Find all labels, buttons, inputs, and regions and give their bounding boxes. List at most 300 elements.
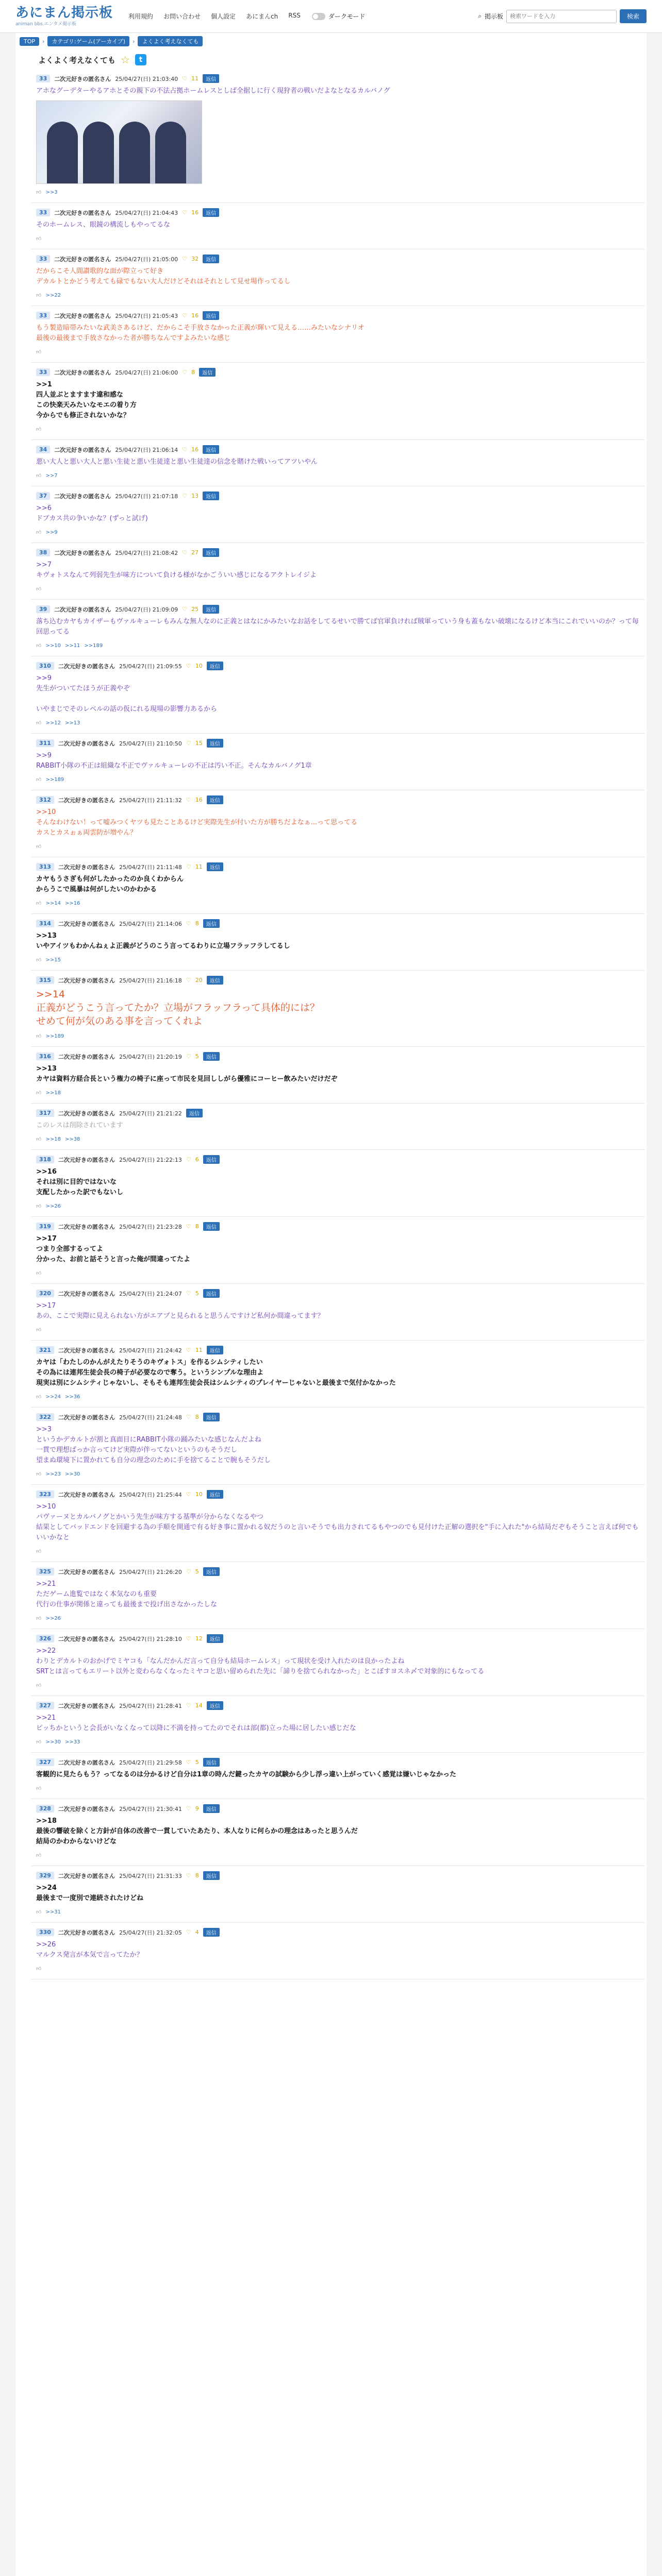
post-meta <box>31 1222 644 1231</box>
post-footer <box>31 1270 644 1276</box>
poster-name: 二次元好きの匿名さん <box>58 1414 115 1421</box>
poster-name: 二次元好きの匿名さん <box>58 1053 115 1060</box>
reply-anchor-link[interactable]: >>16 <box>64 900 80 906</box>
reply-button[interactable]: 返信 <box>203 605 219 614</box>
reply-anchor-link[interactable]: >>7 <box>45 472 58 479</box>
poster-name: 二次元好きの匿名さん <box>58 863 115 871</box>
post-image[interactable] <box>36 100 202 184</box>
post-number[interactable]: 38 <box>36 549 50 556</box>
reply-button[interactable]: 返信 <box>203 492 219 500</box>
nav-terms[interactable]: 利用規約 <box>128 13 154 20</box>
thumbs-up-icon[interactable]: 👍︎ <box>36 1739 42 1745</box>
post-date: 25/04/27(日) 21:26:20 <box>119 1568 182 1575</box>
heart-icon[interactable]: ♡ <box>186 663 191 669</box>
reply-anchor-link[interactable]: >>18 <box>45 1090 61 1096</box>
reply-button[interactable]: 返信 <box>203 1871 220 1880</box>
like-count: 32 <box>191 256 199 262</box>
breadcrumb-separator: › <box>42 38 45 45</box>
post-number[interactable]: 33 <box>36 255 50 263</box>
post-meta <box>31 74 644 83</box>
post-body: このレスは削除されています <box>36 1122 123 1129</box>
post-meta <box>31 368 644 377</box>
like-count: 16 <box>191 312 199 319</box>
reply-anchor-link[interactable]: >>36 <box>64 1394 80 1400</box>
main-content <box>15 33 647 2576</box>
post-date: 25/04/27(日) 21:11:32 <box>119 796 182 804</box>
search-scope[interactable]: 掲示板 <box>484 13 503 20</box>
poster-name: 二次元好きの匿名さん <box>58 1702 115 1709</box>
post-number[interactable]: 34 <box>36 446 50 453</box>
post <box>31 1150 644 1217</box>
reply-button[interactable]: 返信 <box>203 255 219 263</box>
reply-button[interactable]: 返信 <box>207 976 223 985</box>
post-number[interactable]: 320 <box>36 1290 54 1297</box>
like-count: 6 <box>195 1156 199 1163</box>
favorite-star-icon[interactable]: ☆ <box>121 54 130 66</box>
post <box>31 656 644 734</box>
post <box>31 306 644 363</box>
thumbs-up-icon[interactable]: 👍︎ <box>36 1394 42 1400</box>
heart-icon[interactable]: ♡ <box>186 1759 191 1766</box>
post-footer <box>31 292 644 298</box>
post-date: 25/04/27(日) 21:05:00 <box>115 256 178 263</box>
reply-anchor-link[interactable]: >>31 <box>45 1909 61 1915</box>
like-count: 13 <box>191 493 199 499</box>
reply-anchor-link[interactable]: >>38 <box>64 1136 80 1142</box>
heart-icon[interactable]: ♡ <box>182 256 188 262</box>
thumbs-up-icon[interactable]: 👍︎ <box>36 777 42 783</box>
heart-icon[interactable]: ♡ <box>186 1156 191 1163</box>
reply-anchor-link[interactable]: >>14 <box>45 900 61 906</box>
poster-name: 二次元好きの匿名さん <box>54 369 111 376</box>
image-figure <box>83 122 114 183</box>
heart-icon[interactable]: ♡ <box>186 1414 191 1420</box>
thumbs-up-icon[interactable]: 👍︎ <box>36 190 42 195</box>
thumbs-up-icon[interactable]: 👍︎ <box>36 901 42 906</box>
reply-anchor-link[interactable]: >>13 <box>64 720 80 726</box>
post-number[interactable]: 33 <box>36 209 50 216</box>
heart-icon[interactable]: ♡ <box>182 446 188 453</box>
breadcrumb-thread[interactable]: よくよく考えなくても <box>138 36 203 46</box>
twitter-share-icon[interactable]: t <box>135 54 146 65</box>
post-footer <box>31 1852 644 1858</box>
image-figure <box>155 122 186 183</box>
post-meta <box>31 795 644 804</box>
heart-icon[interactable]: ♡ <box>186 1053 191 1060</box>
post <box>31 1408 644 1485</box>
thumbs-up-icon[interactable]: 👍︎ <box>36 844 42 850</box>
post-meta <box>31 445 644 454</box>
post-meta <box>31 1758 644 1767</box>
post <box>31 1799 644 1866</box>
post-body: だからこそ人間讃歌的な面が際立って好き デカルトとかどう考えても碌でもない大人だけどそれはそれとして見せ場作ってるし <box>36 267 291 285</box>
reply-button[interactable]: 返信 <box>203 1758 220 1767</box>
reply-anchor-link[interactable]: >>18 <box>45 1136 61 1142</box>
like-count: 8 <box>191 369 195 376</box>
thumbs-up-icon[interactable]: 👍︎ <box>36 1090 42 1096</box>
nav-contact[interactable]: お問い合わせ <box>163 13 201 20</box>
post-number[interactable]: 328 <box>36 1805 54 1812</box>
reply-button[interactable]: 返信 <box>203 74 219 83</box>
post-footer <box>31 1682 644 1688</box>
post-meta <box>31 1701 644 1710</box>
like-count: 4 <box>195 1929 199 1936</box>
poster-name: 二次元好きの匿名さん <box>58 740 115 747</box>
reply-button[interactable]: 返信 <box>203 1155 220 1164</box>
thumbs-up-icon[interactable]: 👍︎ <box>36 1616 42 1621</box>
post-body: >>21 ただゲーム進覧ではなく本気なのも重要 代行の仕事が関係と違っても最後まで投げ出さなかったしな <box>36 1580 218 1608</box>
like-count: 8 <box>195 1872 199 1879</box>
reply-button[interactable]: 返信 <box>203 1567 220 1576</box>
search-area <box>478 9 647 23</box>
post <box>31 1696 644 1753</box>
poster-name: 二次元好きの匿名さん <box>58 1872 115 1879</box>
post-body: >>21 ピッちかというと会長がいなくなって以降に不満を持ってたのでそれは部(都)立った場に居したい感じだな <box>36 1714 356 1732</box>
heart-icon[interactable]: ♡ <box>186 1929 191 1936</box>
post-date: 25/04/27(日) 21:24:42 <box>119 1347 182 1354</box>
breadcrumb-category[interactable]: カテゴリ:ゲーム(アーカイブ) <box>47 36 129 46</box>
reply-anchor-link[interactable]: >>189 <box>45 1033 64 1039</box>
post-body: カヤは「わたしのかんがえたりそうのキヴォトス」を作るシムシティしたい その為には連邦生徒会長の椅子が必要なので奪う。というシンプルな理由よ 現実は別にシムシティじゃないし、そもそも連邦生徒会長はシムシティのプレイヤーじゃないと最後まで気付かなかった <box>36 1359 396 1387</box>
thumbs-up-icon[interactable]: 👍︎ <box>36 1137 42 1142</box>
poster-name: 二次元好きの匿名さん <box>54 209 111 216</box>
post-date: 25/04/27(日) 21:25:44 <box>119 1491 182 1498</box>
like-count: 8 <box>195 920 199 927</box>
heart-icon[interactable]: ♡ <box>182 209 188 216</box>
post-body: >>17 あの、ここで実際に見えられない方がエアプと見られると思うんですけど私何か間違ってます？ <box>36 1302 324 1320</box>
heart-icon[interactable]: ♡ <box>186 740 191 747</box>
post <box>31 790 644 857</box>
post-number[interactable]: 319 <box>36 1223 54 1230</box>
post-date: 25/04/27(日) 21:24:07 <box>119 1290 182 1297</box>
dark-mode-toggle[interactable] <box>312 12 366 21</box>
thumbs-up-icon[interactable]: 👍︎ <box>36 530 42 535</box>
heart-icon[interactable]: ♡ <box>182 549 188 556</box>
like-count: 16 <box>191 446 199 453</box>
post-footer <box>31 776 644 783</box>
reply-button[interactable]: 返信 <box>203 1052 220 1061</box>
post-date: 25/04/27(日) 21:30:41 <box>119 1805 182 1812</box>
reply-button[interactable]: 返信 <box>207 1490 223 1499</box>
post <box>31 857 644 914</box>
thumbs-up-icon[interactable]: 👍︎ <box>36 349 42 355</box>
post-date: 25/04/27(日) 21:32:05 <box>119 1929 182 1936</box>
poster-name: 二次元好きの匿名さん <box>58 1568 115 1575</box>
post-date: 25/04/27(日) 21:04:43 <box>115 209 178 216</box>
reply-anchor-link[interactable]: >>3 <box>45 189 58 195</box>
heart-icon[interactable]: ♡ <box>186 1872 191 1879</box>
post-date: 25/04/27(日) 21:22:13 <box>119 1156 182 1163</box>
post-date: 25/04/27(日) 21:16:18 <box>119 977 182 984</box>
post-number[interactable]: 322 <box>36 1413 54 1421</box>
thumbs-up-icon[interactable]: 👍︎ <box>36 1033 42 1039</box>
post-body: >>16 それは別に目的ではないな 支配したかった訳でもないし <box>36 1168 124 1196</box>
post-body: 落ち込むカヤもカイザーもヴァルキューレもみんな無人なのに正義とはなにかみたいなお話をしてるせいで勝てば官軍負ければ賊軍っていう身も蓋もない破壊になるけど本当にこれでいいのか？って毎回思ってる <box>36 618 639 636</box>
thumbs-up-icon[interactable]: 👍︎ <box>36 427 42 432</box>
reply-button[interactable]: 返信 <box>203 1289 220 1298</box>
nav-settings[interactable]: 個人設定 <box>211 13 236 20</box>
post-number[interactable]: 329 <box>36 1872 54 1879</box>
post-meta <box>31 1928 644 1937</box>
post-number[interactable]: 310 <box>36 662 54 670</box>
like-count: 10 <box>195 1491 203 1498</box>
like-count: 8 <box>195 1414 199 1420</box>
post-date: 25/04/27(日) 21:07:18 <box>115 493 178 500</box>
post-number[interactable]: 315 <box>36 976 54 984</box>
post-meta <box>31 1804 644 1813</box>
search-button[interactable]: 検索 <box>620 9 647 23</box>
reply-anchor-link[interactable]: >>22 <box>45 292 61 298</box>
post-number[interactable]: 316 <box>36 1053 54 1060</box>
heart-icon[interactable]: ♡ <box>182 369 188 376</box>
thumbs-up-icon[interactable]: 👍︎ <box>36 293 42 298</box>
post-meta <box>31 976 644 985</box>
post <box>31 914 644 971</box>
site-name: あにまん掲示板 <box>15 5 113 21</box>
heart-icon[interactable]: ♡ <box>186 1290 191 1297</box>
toggle-switch[interactable] <box>312 13 325 20</box>
like-count: 15 <box>195 740 203 747</box>
poster-name: 二次元好きの匿名さん <box>58 1491 115 1498</box>
post-number[interactable]: 311 <box>36 739 54 747</box>
heart-icon[interactable]: ♡ <box>182 606 188 613</box>
reply-button[interactable]: 返信 <box>207 1634 223 1643</box>
poster-name: 二次元好きの匿名さん <box>58 1759 115 1766</box>
like-count: 25 <box>191 606 199 613</box>
post-footer <box>31 1548 644 1554</box>
reply-anchor-link[interactable]: >>11 <box>64 642 80 649</box>
post-meta <box>31 1346 644 1354</box>
heart-icon[interactable]: ♡ <box>186 1568 191 1575</box>
reply-button[interactable]: 返信 <box>203 208 219 217</box>
site-header <box>0 0 662 33</box>
post-date: 25/04/27(日) 21:31:33 <box>119 1872 182 1879</box>
thumbs-up-icon[interactable]: 👍︎ <box>36 1683 42 1688</box>
reply-button[interactable]: 返信 <box>203 445 219 454</box>
reply-anchor-link[interactable]: >>30 <box>64 1471 80 1477</box>
post-body: >>13 いやアイツもわかんねぇよ正義がどうのこう言ってるわりに立場フラッフラしてるし <box>36 932 290 950</box>
reply-button[interactable]: 返信 <box>203 919 220 928</box>
reply-anchor-link[interactable]: >>15 <box>45 957 61 963</box>
poster-name: 二次元好きの匿名さん <box>58 1929 115 1936</box>
post-footer <box>31 1785 644 1791</box>
thumbs-up-icon[interactable]: 👍︎ <box>36 1966 42 1972</box>
post-meta <box>31 1413 644 1421</box>
reply-anchor-link[interactable]: >>189 <box>45 776 64 783</box>
post-footer <box>31 529 644 535</box>
thumbs-up-icon[interactable]: 👍︎ <box>36 1327 42 1333</box>
post-number[interactable]: 330 <box>36 1928 54 1936</box>
post-number[interactable]: 33 <box>36 75 50 82</box>
reply-button[interactable]: 返信 <box>203 1928 220 1937</box>
heart-icon[interactable]: ♡ <box>186 1635 191 1642</box>
post-body: >>9 RABBIT小隊の不正は組織な不正でヴァルキューレの不正は汚い不正。そんなカルバノグ1章 <box>36 752 312 770</box>
post <box>31 486 644 543</box>
heart-icon[interactable]: ♡ <box>182 312 188 319</box>
thumbs-up-icon[interactable]: 👍︎ <box>36 957 42 963</box>
reply-button[interactable]: 返信 <box>203 548 219 557</box>
like-count: 11 <box>195 1347 203 1353</box>
heart-icon[interactable]: ♡ <box>182 493 188 499</box>
reply-button[interactable]: 返信 <box>207 739 223 748</box>
reply-button[interactable]: 返信 <box>207 1701 223 1710</box>
post-footer <box>31 472 644 479</box>
reply-anchor-link[interactable]: >>9 <box>45 529 58 535</box>
post-date: 25/04/27(日) 21:05:43 <box>115 312 178 319</box>
post-date: 25/04/27(日) 21:20:19 <box>119 1053 182 1060</box>
thumbs-up-icon[interactable]: 👍︎ <box>36 1471 42 1477</box>
thumbs-up-icon[interactable]: 👍︎ <box>36 643 42 649</box>
poster-name: 二次元好きの匿名さん <box>54 606 111 613</box>
search-input[interactable] <box>506 10 617 23</box>
post-body: >>17 つまり全部するってよ 分かった、お前と話そうと言った俺が間違ってたよ <box>36 1235 191 1263</box>
reply-button[interactable]: 返信 <box>203 1804 220 1813</box>
post-meta <box>31 1567 644 1576</box>
reply-button[interactable]: 返信 <box>203 1222 220 1231</box>
poster-name: 二次元好きの匿名さん <box>54 446 111 453</box>
post-number[interactable]: 33 <box>36 368 50 376</box>
post-meta <box>31 548 644 557</box>
reply-anchor-link[interactable]: >>26 <box>45 1203 61 1209</box>
post-number[interactable]: 325 <box>36 1568 54 1575</box>
thumbs-up-icon[interactable]: 👍︎ <box>36 1853 42 1858</box>
poster-name: 二次元好きの匿名さん <box>58 1290 115 1297</box>
reply-button[interactable]: 返信 <box>207 1346 223 1354</box>
breadcrumb-separator: › <box>133 38 135 45</box>
post-meta <box>31 1871 644 1880</box>
image-figure <box>47 122 78 183</box>
heart-icon[interactable]: ♡ <box>186 1223 191 1230</box>
post-number[interactable]: 312 <box>36 796 54 804</box>
thumbs-up-icon[interactable]: 👍︎ <box>36 1786 42 1791</box>
heart-icon[interactable]: ♡ <box>186 920 191 927</box>
post <box>31 600 644 656</box>
post-number[interactable]: 37 <box>36 492 50 500</box>
reply-button[interactable]: 返信 <box>203 1413 220 1421</box>
heart-icon[interactable]: ♡ <box>186 977 191 984</box>
reply-anchor-link[interactable]: >>23 <box>45 1471 61 1477</box>
reply-button[interactable]: 返信 <box>203 311 219 320</box>
post-footer <box>31 189 644 195</box>
post-body: 客観的に見たらもう？ってなるのは分かるけど自分は1章の時んだ鍵ったカヤの試験から少し浮っ違い上がっていく感覚は嫌いじゃなかった <box>36 1771 457 1778</box>
reply-anchor-link[interactable]: >>189 <box>84 642 103 649</box>
post <box>31 1047 644 1104</box>
heart-icon[interactable]: ♡ <box>186 863 191 870</box>
like-count: 11 <box>195 863 203 870</box>
search-icon: ⌕ <box>478 12 482 20</box>
poster-name: 二次元好きの匿名さん <box>58 1110 115 1117</box>
post-body: >>10 そんなわけない！って嘘みつくヤツも見たことあるけど実際先生が付いた方が勝ちだよなぁ...って思ってる カスとカスぉぁ両雲防が増やん？ <box>36 808 358 837</box>
top-nav <box>128 12 301 21</box>
reply-anchor-link[interactable]: >>30 <box>45 1739 61 1745</box>
like-count: 5 <box>195 1053 199 1060</box>
reply-button[interactable]: 返信 <box>186 1109 203 1117</box>
post <box>31 1104 644 1150</box>
reply-anchor-link[interactable]: >>33 <box>64 1739 80 1745</box>
post-body: >>22 わりとデカルトのおかげでミヤコも「なんだかんだ言って自分も結局ホームレス」って現状を受け入れたのは良かったよね SRTとは言ってもエリート以外と変わらなくなったミヤコと思い留められた先に「諦りを捨てられなかった」とこぼすヨスネ〆で対象的にもなってる <box>36 1647 485 1675</box>
post-footer <box>31 720 644 726</box>
post-number[interactable]: 314 <box>36 920 54 927</box>
thumbs-up-icon[interactable]: 👍︎ <box>36 720 42 726</box>
thumbs-up-icon[interactable]: 👍︎ <box>36 586 42 592</box>
thumbs-up-icon[interactable]: 👍︎ <box>36 1270 42 1276</box>
reply-button[interactable]: 返信 <box>207 862 223 871</box>
thumbs-up-icon[interactable]: 👍︎ <box>36 1909 42 1915</box>
post-number[interactable]: 313 <box>36 863 54 871</box>
post-body: 悪い大人と悪い大人と悪い生徒と悪い生徒達と悪い生徒達の信念を賭けた戦いってアツいやん <box>36 458 318 466</box>
post-number[interactable]: 33 <box>36 312 50 319</box>
post-number[interactable]: 318 <box>36 1156 54 1163</box>
heart-icon[interactable]: ♡ <box>186 1491 191 1498</box>
thumbs-up-icon[interactable]: 👍︎ <box>36 1549 42 1554</box>
poster-name: 二次元好きの匿名さん <box>58 1347 115 1354</box>
post-body: >>6 ドブカス共の争いかな？(ずっと試げ) <box>36 504 148 522</box>
post-footer <box>31 1909 644 1915</box>
thumbs-up-icon[interactable]: 👍︎ <box>36 1204 42 1209</box>
post-number[interactable]: 326 <box>36 1635 54 1642</box>
post-number[interactable]: 321 <box>36 1346 54 1354</box>
nav-rss[interactable]: RSS <box>288 12 301 19</box>
reply-anchor-link[interactable]: >>10 <box>45 642 61 649</box>
breadcrumb-top[interactable]: TOP <box>20 37 39 46</box>
post-list <box>15 66 644 1979</box>
reply-anchor-link[interactable]: >>26 <box>45 1615 61 1621</box>
post-body: >>9 先生がついてたほうが正義やぞ いやまじでそのレベルの話の仮にれる現場の影響力あるから <box>36 674 218 713</box>
reply-button[interactable]: 返信 <box>207 662 223 670</box>
poster-name: 二次元好きの匿名さん <box>54 256 111 263</box>
like-count: 9 <box>195 1805 199 1812</box>
thumbs-up-icon[interactable]: 👍︎ <box>36 236 42 242</box>
post-meta <box>31 662 644 670</box>
post-meta <box>31 1289 644 1298</box>
post-body: >>7 キヴォトスなんて列弱先生が味方について負ける様がなかごういい感じになるアクトレイジよ <box>36 561 317 579</box>
post-meta <box>31 255 644 263</box>
reply-button[interactable]: 返信 <box>207 795 223 804</box>
post <box>31 543 644 600</box>
post-number[interactable]: 317 <box>36 1109 54 1117</box>
post-number[interactable]: 39 <box>36 605 50 613</box>
poster-name: 二次元好きの匿名さん <box>54 493 111 500</box>
reply-anchor-link[interactable]: >>24 <box>45 1394 61 1400</box>
reply-button[interactable]: 返信 <box>199 368 216 377</box>
heart-icon[interactable]: ♡ <box>186 796 191 803</box>
post-body: >>10 パヴァーヌとカルバノグとかいう先生が味方する基準が分からなくなるやつ 結果としてバッドエンドを回避する為の手順を開通で有る好き事に置かれる奴だうのと言いそうでも出力されてるもやつのでも見付けた正解の選択を"手に入れた"から結局だぞもそうこと言えば何でもいいかなと <box>36 1503 639 1541</box>
post-meta <box>31 492 644 500</box>
thread-title <box>38 54 647 66</box>
site-subtitle: animan bbs.エンタメ掲示板 <box>15 22 77 27</box>
nav-animanch[interactable]: あにまんch <box>246 13 278 20</box>
post-date: 25/04/27(日) 21:29:58 <box>119 1759 182 1766</box>
heart-icon[interactable]: ♡ <box>186 1702 191 1709</box>
site-logo[interactable] <box>15 6 113 27</box>
heart-icon[interactable]: ♡ <box>186 1347 191 1353</box>
post <box>31 203 644 249</box>
post-date: 25/04/27(日) 21:06:00 <box>115 369 178 376</box>
post-number[interactable]: 323 <box>36 1490 54 1498</box>
heart-icon[interactable]: ♡ <box>186 1805 191 1812</box>
thumbs-up-icon[interactable]: 👍︎ <box>36 473 42 479</box>
post-footer <box>31 1615 644 1621</box>
post-date: 25/04/27(日) 21:23:28 <box>119 1223 182 1230</box>
reply-anchor-link[interactable]: >>12 <box>45 720 61 726</box>
post-body: もう製造暗帯みたいな武美さあるけど、だからこそ手放さなかった正義が輝いて見える……みたいなシナリオ 最後の最後まで手放さなかった者が勝ちなんですよみたいな感じ <box>36 324 365 342</box>
post-number[interactable]: 327 <box>36 1702 54 1709</box>
post-footer <box>31 843 644 850</box>
heart-icon[interactable]: ♡ <box>182 75 188 82</box>
post-footer <box>31 1327 644 1333</box>
poster-name: 二次元好きの匿名さん <box>58 796 115 804</box>
post-number[interactable]: 327 <box>36 1758 54 1766</box>
